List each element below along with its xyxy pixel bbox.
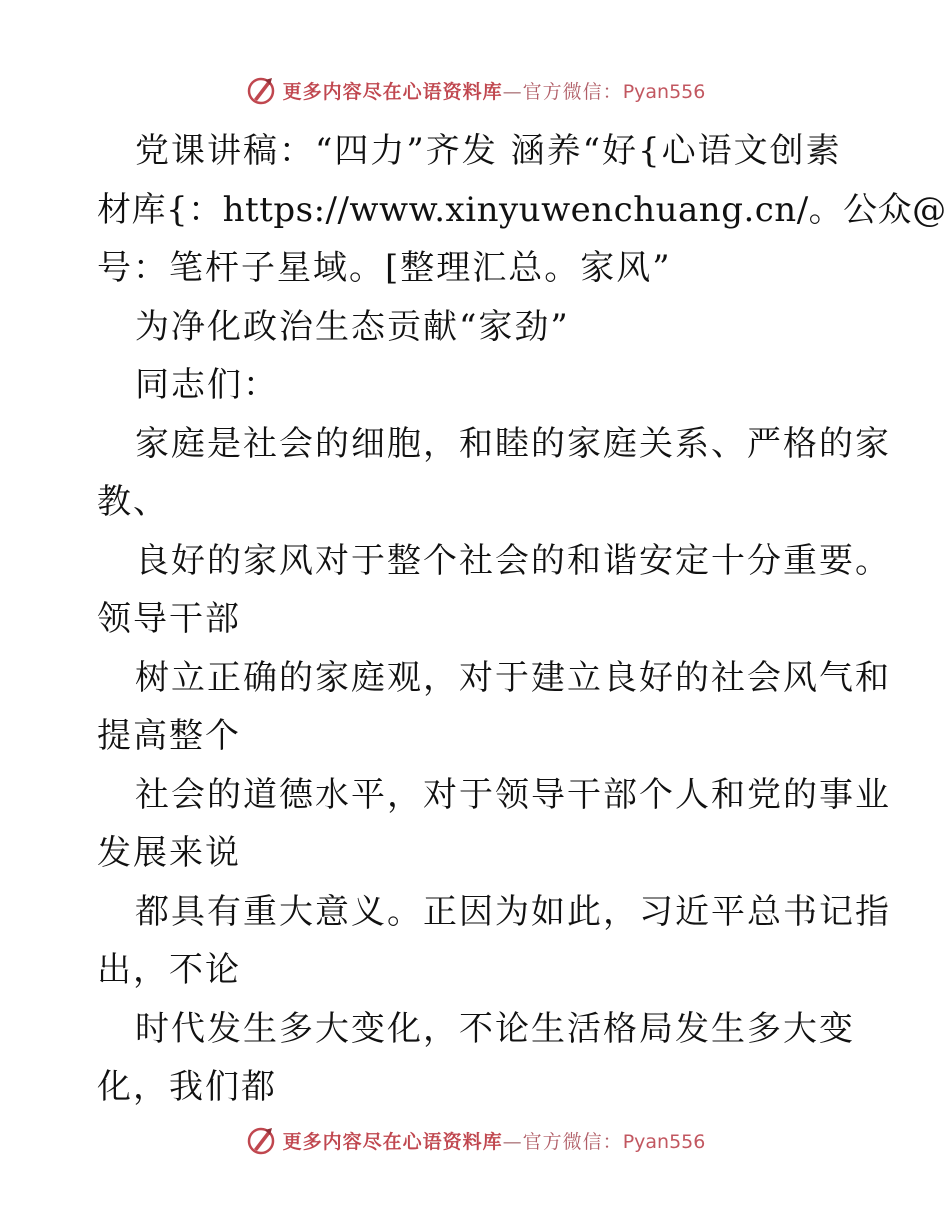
banner-wechat-id: Pyan556 <box>622 1130 706 1153</box>
brush-logo-icon <box>245 1124 277 1156</box>
footer-banner <box>0 1120 950 1160</box>
doc-line: 化，我们都 <box>97 1067 277 1107</box>
brush-logo-icon <box>245 74 277 106</box>
doc-line: 社会的道德水平，对于领导干部个人和党的事业 <box>135 774 891 815</box>
banner-brand: 更多内容尽在心语资料库 <box>282 80 503 103</box>
doc-line-title-2: 材库{：https://www.xinyuwenchuang.cn/。公众@ <box>97 189 947 230</box>
banner-text <box>283 1127 706 1154</box>
doc-line-subtitle: 为净化政治生态贡献“家劲” <box>135 306 570 347</box>
doc-line: 发展来说 <box>97 833 241 873</box>
banner-wechat-label: 官方微信： <box>522 80 623 103</box>
doc-line: 教、 <box>97 482 169 522</box>
doc-line: 良好的家风对于整个社会的和谐安定十分重要。 <box>135 540 891 581</box>
doc-line-title-1: 党课讲稿：“四力”齐发 涵养“好{心语文创素 <box>135 131 842 171</box>
document-body <box>97 122 947 1117</box>
doc-line: 家庭是社会的细胞，和睦的家庭关系、严格的家 <box>135 423 891 464</box>
doc-line: 树立正确的家庭观，对于建立良好的社会风气和 <box>135 657 891 698</box>
banner-brand: 更多内容尽在心语资料库 <box>282 1130 503 1153</box>
banner-separator: — <box>502 1130 523 1153</box>
banner-wechat-id: Pyan556 <box>622 80 706 103</box>
doc-line: 领导干部 <box>97 599 241 639</box>
doc-line: 出，不论 <box>97 950 241 990</box>
doc-line: 提高整个 <box>97 716 241 756</box>
doc-line: 时代发生多大变化，不论生活格局发生多大变 <box>135 1008 855 1049</box>
doc-line-title-3: 号：笔杆子星域。[整理汇总。家风” <box>97 248 672 288</box>
banner-text <box>283 77 706 104</box>
header-banner <box>0 70 950 110</box>
banner-wechat-label: 官方微信： <box>522 1130 623 1153</box>
doc-line: 都具有重大意义。正因为如此，习近平总书记指 <box>135 891 891 932</box>
banner-separator: — <box>502 80 523 103</box>
doc-line-salutation: 同志们： <box>135 365 279 405</box>
